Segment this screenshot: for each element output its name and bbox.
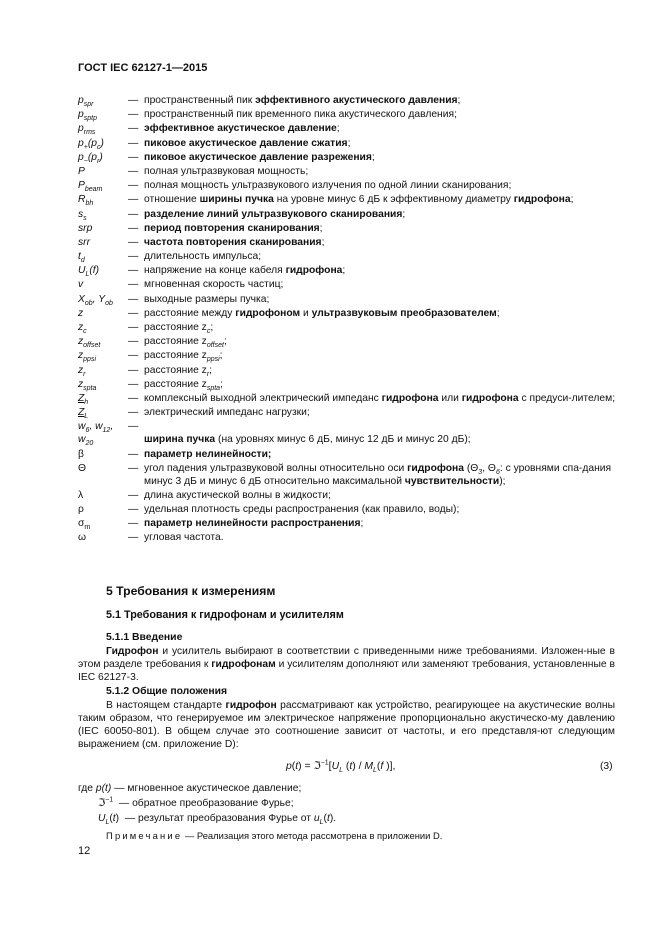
definition-dash: —: [128, 448, 139, 460]
definition-symbol: $p_+(p_c)$: [78, 137, 104, 151]
definition-symbol: z: [78, 307, 84, 319]
definition-row: [78, 94, 618, 107]
definition-text: длительность импульса;: [144, 251, 262, 263]
symbol-definitions-list: [78, 94, 618, 546]
definition-dash: —: [128, 208, 139, 220]
definition-symbol: srp: [78, 222, 93, 234]
definition-symbol: $z_{ppsi}$: [78, 350, 96, 364]
definition-row: [78, 307, 618, 320]
definition-text: мгновенная скорость частиц;: [144, 279, 284, 291]
definition-row: [78, 378, 618, 391]
definition-row: [78, 165, 618, 178]
definition-text: расстояние $z_{spta}$;: [144, 378, 223, 392]
definition-text: эффективное акустическое давление;: [144, 123, 340, 135]
definition-text: длина акустической волны в жидкости;: [144, 489, 331, 501]
definition-row: [78, 193, 618, 206]
definition-symbol: P: [78, 165, 85, 177]
legend-item: $U_L(t)$ — результат преобразования Фурье от $u_L(t)$.: [98, 813, 337, 827]
document-header: ГОСТ IEC 62127-1—2015: [78, 62, 208, 74]
definition-row: [78, 335, 618, 348]
definition-row: [78, 489, 618, 502]
definition-dash: —: [128, 392, 139, 404]
definition-text: расстояние $z_c$;: [144, 322, 214, 336]
definition-row: [78, 208, 618, 221]
definition-symbol: $R_{bh}$: [78, 194, 94, 208]
definition-symbol: β: [78, 448, 84, 460]
definition-dash: —: [128, 265, 139, 277]
definition-row: [78, 503, 618, 516]
definition-symbol: $Z_h$: [78, 392, 89, 406]
definition-row: [78, 278, 618, 291]
definition-text: расстояние $z_{offset}$;: [144, 336, 227, 350]
section-5-heading: 5 Требования к измерениям: [106, 584, 276, 598]
definition-row: [78, 250, 618, 263]
section-5-1-heading: 5.1 Требования к гидрофонам и усилителям: [106, 609, 344, 621]
definition-dash: —: [128, 180, 139, 192]
definition-symbol: $U_L(f)$: [78, 265, 100, 279]
definition-dash: —: [128, 194, 139, 206]
definition-text: пиковое акустическое давление разрежения;: [144, 151, 375, 163]
definition-row: [78, 222, 618, 235]
definition-symbol: $p_-(p_r)$: [78, 151, 103, 165]
definition-text: параметр нелинейности;: [144, 448, 272, 460]
definition-row: [78, 264, 618, 277]
definition-symbol: ρ: [78, 504, 84, 516]
definition-row: [78, 137, 618, 150]
definition-dash: —: [128, 236, 139, 248]
definition-dash: —: [128, 279, 139, 291]
definition-row: [78, 236, 618, 249]
definition-symbol: $z_c$: [78, 322, 87, 336]
definition-dash: —: [128, 462, 139, 474]
definition-symbol: $s_s$: [78, 208, 87, 222]
definition-text: угол падения ультразвуковой волны относительно оси гидрофона ($\Theta_3$, $\Theta_6$: с уровнями спа-дания минус 3 дБ и минус 6 дБ относительно максимальной чувствительности);: [144, 462, 612, 487]
paragraph-5-1-2: В настоящем стандарте гидрофон рассматривают как устройство, реагирующее на акустические волны таким образом, что генерируемое им электрическое напряжение пропорционально акустическо-му давлению (IEC 60050-801). В общем случае это соотношение зависит от частоты, и его представля-ют следующим выражением (см. приложение D):: [78, 700, 615, 750]
definition-dash: —: [128, 307, 139, 319]
definition-symbol: $z_r$: [78, 364, 86, 378]
formula-3: $p(t) = ℑ^{-1}[U_L$ $(t) / M_L(f$ )],: [286, 759, 396, 775]
page-number: 12: [78, 845, 91, 857]
legend-item: где p(t) — мгновенное акустическое давление;: [78, 783, 302, 794]
formula-legend: [78, 782, 618, 827]
definition-dash: —: [128, 407, 139, 419]
definition-text: параметр нелинейности распространения;: [144, 518, 364, 530]
definition-text: полная мощность ультразвукового излучения по одной линии сканирования;: [144, 180, 512, 192]
definition-symbol: λ: [78, 489, 84, 501]
definition-row: [78, 122, 618, 135]
definition-symbol: v: [78, 279, 84, 291]
definition-text: частота повторения сканирования;: [144, 236, 325, 248]
definition-row: [78, 151, 618, 164]
note-label: Примечание: [106, 830, 183, 841]
definition-dash: —: [128, 222, 139, 234]
section-5-1-2-heading: 5.1.2 Общие положения: [106, 686, 228, 697]
definition-row: [78, 321, 618, 334]
definition-symbol: $p_{rms}$: [78, 123, 96, 137]
definition-row: [78, 108, 618, 121]
definition-row: [78, 179, 618, 192]
definition-row: [78, 420, 618, 446]
section-5-1-1-heading: 5.1.1 Введение: [106, 632, 183, 643]
legend-text: — мгновенное акустическое давление;: [114, 783, 302, 794]
definition-symbol: $P_{beam}$: [78, 180, 103, 194]
note-text: — Реализация этого метода рассмотрена в приложении D.: [182, 830, 443, 841]
definition-row: [78, 406, 618, 419]
definition-text: полная ультразвуковая мощность;: [144, 165, 309, 177]
paragraph-5-1-1: Гидрофон и усилитель выбирают в соответствии с приведенными ниже требованиями. Изложен-ные в этом разделе требования к гидрофонам и усилителям дополняют или заменяют требования, установленные в IEC 62127-3.: [78, 646, 615, 683]
definition-text: пространственный пик временного пика акустического давления;: [144, 109, 457, 121]
definition-symbol: $w_6$, $w_{12}$, $w_{20}$: [78, 421, 114, 448]
definition-dash: —: [128, 518, 139, 530]
definition-dash: —: [128, 378, 139, 390]
definition-row: [78, 531, 618, 544]
definition-row: [78, 349, 618, 362]
definition-row: [78, 364, 618, 377]
definition-row: [78, 392, 618, 405]
definition-symbol: $\sigma_m$: [78, 518, 91, 532]
definition-symbol: $p_{spr}$: [78, 95, 94, 109]
definition-dash: —: [128, 123, 139, 135]
legend-text: — обратное преобразование Фурье;: [118, 798, 294, 809]
definition-text: отношение ширины пучка на уровне минус 6 дБ к эффективному диаметру гидрофона;: [144, 194, 574, 206]
definition-dash: —: [128, 421, 139, 433]
definition-symbol: ω: [78, 532, 87, 544]
definition-text: угловая частота.: [144, 532, 224, 544]
definition-dash: —: [128, 504, 139, 516]
definition-text: пространственный пик эффективного акустического давления;: [144, 95, 461, 106]
definition-text: ширина пучка (на уровнях минус 6 дБ, минус 12 дБ и минус 20 дБ);: [144, 434, 471, 446]
definition-symbol: $X_{ob}$, $Y_{ob}$: [78, 293, 113, 307]
definition-text: период повторения сканирования;: [144, 222, 323, 234]
definition-symbol: $p_{sptp}$: [78, 109, 97, 123]
definition-text: разделение линий ультразвукового сканирования;: [144, 208, 406, 220]
definition-dash: —: [128, 350, 139, 362]
definition-dash: —: [128, 364, 139, 376]
definition-dash: —: [128, 109, 139, 121]
definition-dash: —: [128, 532, 139, 544]
definition-symbol: $Z_L$: [78, 407, 89, 421]
definition-row: [78, 448, 618, 461]
definition-dash: —: [128, 165, 139, 177]
definition-symbol: $z_{spta}$: [78, 378, 97, 392]
definition-text: расстояние $z_{ppsi}$;: [144, 350, 223, 364]
definition-dash: —: [128, 293, 139, 305]
definition-text: выходные размеры пучка;: [144, 293, 270, 305]
legend-where-label: где: [78, 783, 94, 794]
formula-number: (3): [600, 761, 613, 772]
definition-text: удельная плотность среды распространения (как правило, воды);: [144, 504, 460, 516]
definition-text: пиковое акустическое давление сжатия;: [144, 137, 351, 149]
definition-symbol: $t_d$: [78, 251, 85, 265]
definition-text: расстояние $z_r$;: [144, 364, 213, 378]
note: [106, 829, 442, 842]
definition-row: [78, 462, 618, 488]
definition-text: комплексный выходной электрический импеданс гидрофона или гидрофона с предуси-лителем;: [144, 392, 616, 404]
definition-dash: —: [128, 489, 139, 501]
definition-dash: —: [128, 137, 139, 149]
definition-dash: —: [128, 336, 139, 348]
definition-row: [78, 517, 618, 530]
definition-symbol: Θ: [78, 462, 87, 474]
legend-item: ℑ$^{-1}$ — обратное преобразование Фурье;: [98, 796, 294, 809]
definition-symbol: $z_{offset}$: [78, 336, 101, 350]
definition-row: [78, 293, 618, 306]
definition-dash: —: [128, 151, 139, 163]
definition-text: напряжение на конце кабеля гидрофона;: [144, 265, 346, 277]
legend-text: — результат преобразования Фурье от $u_L(t)$.: [124, 813, 337, 827]
definition-dash: —: [128, 322, 139, 333]
definition-dash: —: [128, 251, 139, 263]
definition-text: электрический импеданс нагрузки;: [144, 407, 310, 419]
definition-text: расстояние между гидрофоном и ультразвуковым преобразователем;: [144, 307, 500, 319]
definition-dash: —: [128, 95, 139, 106]
definition-symbol: srr: [78, 236, 91, 248]
